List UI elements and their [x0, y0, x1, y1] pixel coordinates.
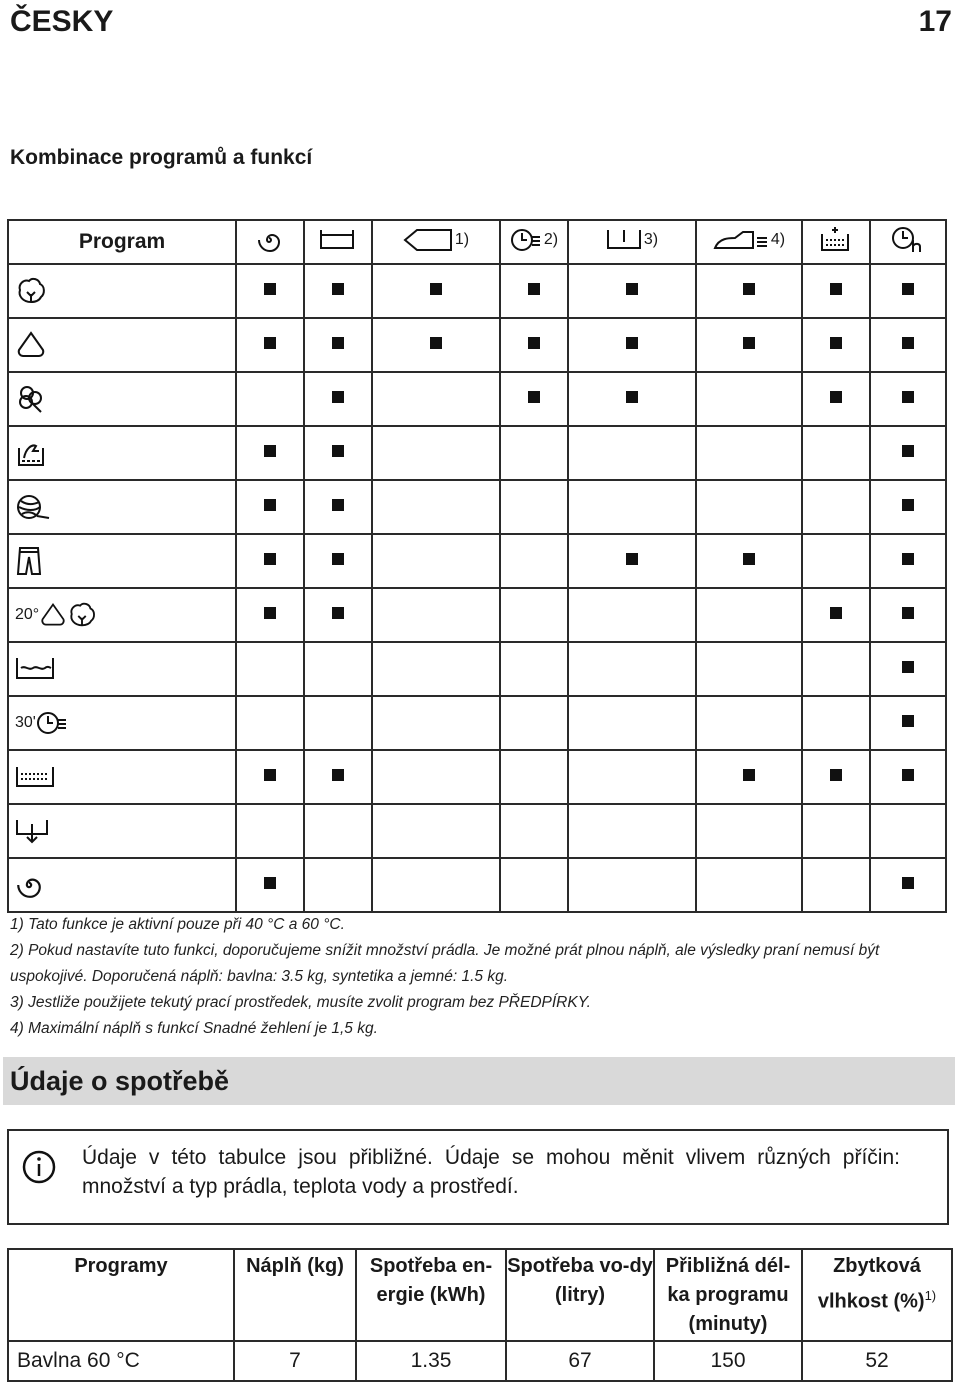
mark-cell — [568, 804, 696, 858]
available-mark — [264, 445, 276, 457]
available-mark — [430, 283, 442, 295]
available-mark — [626, 553, 638, 565]
mark-cell — [568, 696, 696, 750]
program-row-eco-20 — [8, 588, 946, 642]
program-row-wool — [8, 480, 946, 534]
mark-cell — [802, 696, 870, 750]
available-mark — [332, 445, 344, 457]
mark-cell — [236, 858, 304, 912]
mark-cell — [696, 372, 802, 426]
mark-cell — [236, 750, 304, 804]
jeans-icon — [15, 545, 43, 577]
cotton-icon — [67, 601, 97, 629]
available-mark — [528, 391, 540, 403]
consumption-header-row — [8, 1249, 952, 1341]
mark-cell — [236, 426, 304, 480]
program-row-delicates — [8, 372, 946, 426]
prewash-icon — [606, 228, 642, 252]
program-row-jeans — [8, 534, 946, 588]
mark-cell — [236, 264, 304, 318]
available-mark — [830, 391, 842, 403]
spin-icon — [256, 227, 282, 253]
mark-cell — [304, 696, 372, 750]
mark-cell — [870, 264, 946, 318]
col-header-programs: Programy — [8, 1249, 234, 1341]
available-mark — [264, 769, 276, 781]
table-cell-program: Bavlna 60 °C — [8, 1341, 234, 1381]
mark-cell — [304, 750, 372, 804]
function-col-1 — [236, 220, 304, 264]
mark-cell — [870, 858, 946, 912]
mark-cell — [870, 750, 946, 804]
mark-cell — [870, 318, 946, 372]
available-mark — [902, 769, 914, 781]
mark-cell — [500, 534, 568, 588]
mark-cell — [802, 318, 870, 372]
language-label: ČESKY — [10, 5, 114, 38]
mark-cell — [500, 264, 568, 318]
mark-cell — [696, 480, 802, 534]
eco-20-label: 20° — [15, 606, 40, 623]
available-mark — [332, 607, 344, 619]
mark-cell — [500, 426, 568, 480]
info-box — [7, 1129, 949, 1225]
mark-cell — [802, 642, 870, 696]
program-row-synthetics — [8, 318, 946, 372]
available-mark — [830, 283, 842, 295]
footnote-1: 1) Tato funkce je aktivní pouze při 40 °C a 60 °C. — [10, 916, 345, 933]
program-row-cotton — [8, 264, 946, 318]
col-header-energy: Spotřeba en-ergie (kWh) — [356, 1249, 506, 1341]
mark-cell — [802, 534, 870, 588]
available-mark — [264, 607, 276, 619]
function-col-7 — [802, 220, 870, 264]
mark-cell — [568, 480, 696, 534]
program-header: Program — [8, 220, 236, 264]
program-row-rinse — [8, 750, 946, 804]
mark-cell — [372, 426, 500, 480]
available-mark — [264, 553, 276, 565]
mark-cell — [802, 480, 870, 534]
available-mark — [743, 553, 755, 565]
mark-cell — [568, 750, 696, 804]
function-col-4 — [500, 220, 568, 264]
available-mark — [332, 337, 344, 349]
function-note: 2) — [543, 230, 559, 248]
available-mark — [830, 337, 842, 349]
function-col-5 — [568, 220, 696, 264]
mark-cell — [696, 750, 802, 804]
col-header-water: Spotřeba vo-dy (litry) — [506, 1249, 654, 1341]
available-mark — [743, 337, 755, 349]
mark-cell — [304, 318, 372, 372]
mark-cell — [304, 858, 372, 912]
mark-cell — [372, 804, 500, 858]
mark-cell — [870, 480, 946, 534]
mark-cell — [500, 480, 568, 534]
col-header-load: Náplň (kg) — [234, 1249, 356, 1341]
handwash-icon — [15, 438, 47, 468]
combo-section-title: Kombinace programů a funkcí — [10, 146, 313, 169]
available-mark — [264, 499, 276, 511]
mark-cell — [500, 372, 568, 426]
page-header — [10, 4, 952, 40]
col-header-moisture — [802, 1249, 952, 1341]
mark-cell — [568, 372, 696, 426]
available-mark — [332, 499, 344, 511]
mark-cell — [500, 318, 568, 372]
available-mark — [902, 337, 914, 349]
available-mark — [902, 877, 914, 889]
rinse-icon — [15, 765, 55, 789]
mark-cell — [500, 588, 568, 642]
program-function-table — [7, 219, 947, 913]
available-mark — [332, 553, 344, 565]
mark-cell — [372, 696, 500, 750]
mark-cell — [500, 858, 568, 912]
cotton-icon — [15, 276, 47, 306]
quick-30-label: 30' — [15, 714, 36, 731]
info-text: Údaje v této tabulce jsou přibližné. Údaje se mohou měnit vlivem různých příčin: množství a typ prádla, teplota vody a prostředí. — [82, 1146, 900, 1198]
table-row — [8, 1341, 952, 1381]
function-col-6 — [696, 220, 802, 264]
program-row-quick-30 — [8, 696, 946, 750]
mark-cell — [500, 750, 568, 804]
mark-cell — [372, 534, 500, 588]
mark-cell — [568, 264, 696, 318]
available-mark — [332, 391, 344, 403]
mark-cell — [304, 480, 372, 534]
available-mark — [830, 607, 842, 619]
mark-cell — [568, 426, 696, 480]
mark-cell — [870, 696, 946, 750]
table-cell-load: 7 — [234, 1341, 356, 1381]
available-mark — [264, 283, 276, 295]
available-mark — [528, 337, 540, 349]
mark-cell — [372, 642, 500, 696]
mark-cell — [372, 750, 500, 804]
mark-cell — [696, 426, 802, 480]
available-mark — [902, 283, 914, 295]
mark-cell — [696, 642, 802, 696]
mark-cell — [696, 858, 802, 912]
mark-cell — [236, 534, 304, 588]
mark-cell — [802, 858, 870, 912]
footnote-4: 4) Maximální náplň s funkcí Snadné žehlení je 1,5 kg. — [10, 1020, 378, 1037]
available-mark — [528, 283, 540, 295]
mark-cell — [696, 534, 802, 588]
mark-cell — [304, 588, 372, 642]
available-mark — [332, 769, 344, 781]
footnote-3: 3) Jestliže použijete tekutý prací prostředek, musíte zvolit program bez PŘEDPÍRKY. — [10, 994, 591, 1011]
mark-cell — [236, 372, 304, 426]
mark-cell — [500, 642, 568, 696]
mark-cell — [870, 642, 946, 696]
function-col-2 — [304, 220, 372, 264]
available-mark — [264, 877, 276, 889]
mark-cell — [802, 750, 870, 804]
mark-cell — [568, 858, 696, 912]
wool-icon — [15, 492, 51, 522]
footnote-2: 2) Pokud nastavíte tuto funkci, doporučujeme snížit množství prádla. Je možné prát plnou náplň, ale výsledky praní nemusí být uspokojivé. Doporučená náplň: bavlna: 3.5 kg, syntetika a jemné: 1.5 kg. — [10, 942, 880, 985]
delay-start-icon — [891, 226, 923, 254]
mark-cell — [696, 318, 802, 372]
function-col-8 — [870, 220, 946, 264]
mark-cell — [802, 426, 870, 480]
function-col-3 — [372, 220, 500, 264]
consumption-section-band — [3, 1057, 955, 1105]
mark-cell — [304, 264, 372, 318]
mark-cell — [870, 372, 946, 426]
available-mark — [902, 661, 914, 673]
available-mark — [830, 769, 842, 781]
available-mark — [332, 283, 344, 295]
mark-cell — [802, 264, 870, 318]
mark-cell — [236, 318, 304, 372]
available-mark — [264, 337, 276, 349]
consumption-section-title: Údaje o spotřebě — [10, 1065, 230, 1096]
available-mark — [430, 337, 442, 349]
mark-cell — [304, 642, 372, 696]
available-mark — [743, 769, 755, 781]
stain-icon — [403, 228, 453, 252]
table-cell-energy: 1.35 — [356, 1341, 506, 1381]
synthetics-icon — [39, 601, 67, 629]
mark-cell — [568, 588, 696, 642]
mark-cell — [696, 804, 802, 858]
mark-cell — [500, 804, 568, 858]
mark-cell — [870, 588, 946, 642]
mark-cell — [304, 426, 372, 480]
program-row-spin — [8, 858, 946, 912]
mark-cell — [236, 696, 304, 750]
mark-cell — [802, 372, 870, 426]
available-mark — [626, 391, 638, 403]
mark-cell — [696, 588, 802, 642]
available-mark — [902, 391, 914, 403]
available-mark — [902, 553, 914, 565]
easy-iron-icon — [713, 228, 769, 252]
mark-cell — [236, 804, 304, 858]
function-note: 3) — [643, 230, 659, 248]
mark-cell — [372, 372, 500, 426]
available-mark — [626, 337, 638, 349]
time-saving-icon — [510, 227, 542, 253]
available-mark — [902, 499, 914, 511]
consumption-table — [7, 1248, 953, 1382]
mark-cell — [304, 372, 372, 426]
mark-cell — [568, 318, 696, 372]
synthetics-icon — [15, 330, 47, 360]
mark-cell — [568, 642, 696, 696]
program-row-soak — [8, 642, 946, 696]
available-mark — [902, 445, 914, 457]
time-saving-icon — [36, 710, 68, 736]
table-cell-duration: 150 — [654, 1341, 802, 1381]
mark-cell — [304, 534, 372, 588]
mark-cell — [870, 426, 946, 480]
col-header-duration: Přibližná dél-ka programu (minuty) — [654, 1249, 802, 1341]
mark-cell — [870, 804, 946, 858]
extra-rinse-icon — [820, 226, 850, 254]
function-note: 4) — [770, 230, 786, 248]
info-icon — [19, 1147, 59, 1187]
mark-cell — [568, 534, 696, 588]
col-header-moisture-note: 1) — [924, 1288, 937, 1303]
function-header-row — [8, 220, 946, 264]
mark-cell — [236, 588, 304, 642]
footnotes — [10, 912, 940, 1042]
mark-cell — [500, 696, 568, 750]
mark-cell — [236, 642, 304, 696]
function-note: 1) — [454, 230, 470, 248]
mark-cell — [372, 588, 500, 642]
mark-cell — [802, 804, 870, 858]
drain-icon — [15, 818, 49, 844]
soak-icon — [15, 656, 55, 682]
mark-cell — [236, 480, 304, 534]
available-mark — [626, 283, 638, 295]
mark-cell — [870, 534, 946, 588]
spin-program-icon — [15, 871, 43, 899]
available-mark — [902, 607, 914, 619]
mark-cell — [802, 588, 870, 642]
program-row-drain — [8, 804, 946, 858]
page-number: 17 — [918, 5, 952, 38]
mark-cell — [696, 696, 802, 750]
delicates-icon — [15, 384, 47, 414]
available-mark — [902, 715, 914, 727]
col-header-moisture-text: Zbytková vlhkost (%) — [817, 1255, 925, 1313]
table-cell-moisture: 52 — [802, 1341, 952, 1381]
mark-cell — [372, 858, 500, 912]
mark-cell — [372, 264, 500, 318]
rinse-hold-icon — [319, 228, 355, 252]
program-row-handwash — [8, 426, 946, 480]
mark-cell — [372, 318, 500, 372]
table-cell-water: 67 — [506, 1341, 654, 1381]
mark-cell — [372, 480, 500, 534]
mark-cell — [696, 264, 802, 318]
mark-cell — [304, 804, 372, 858]
available-mark — [743, 283, 755, 295]
